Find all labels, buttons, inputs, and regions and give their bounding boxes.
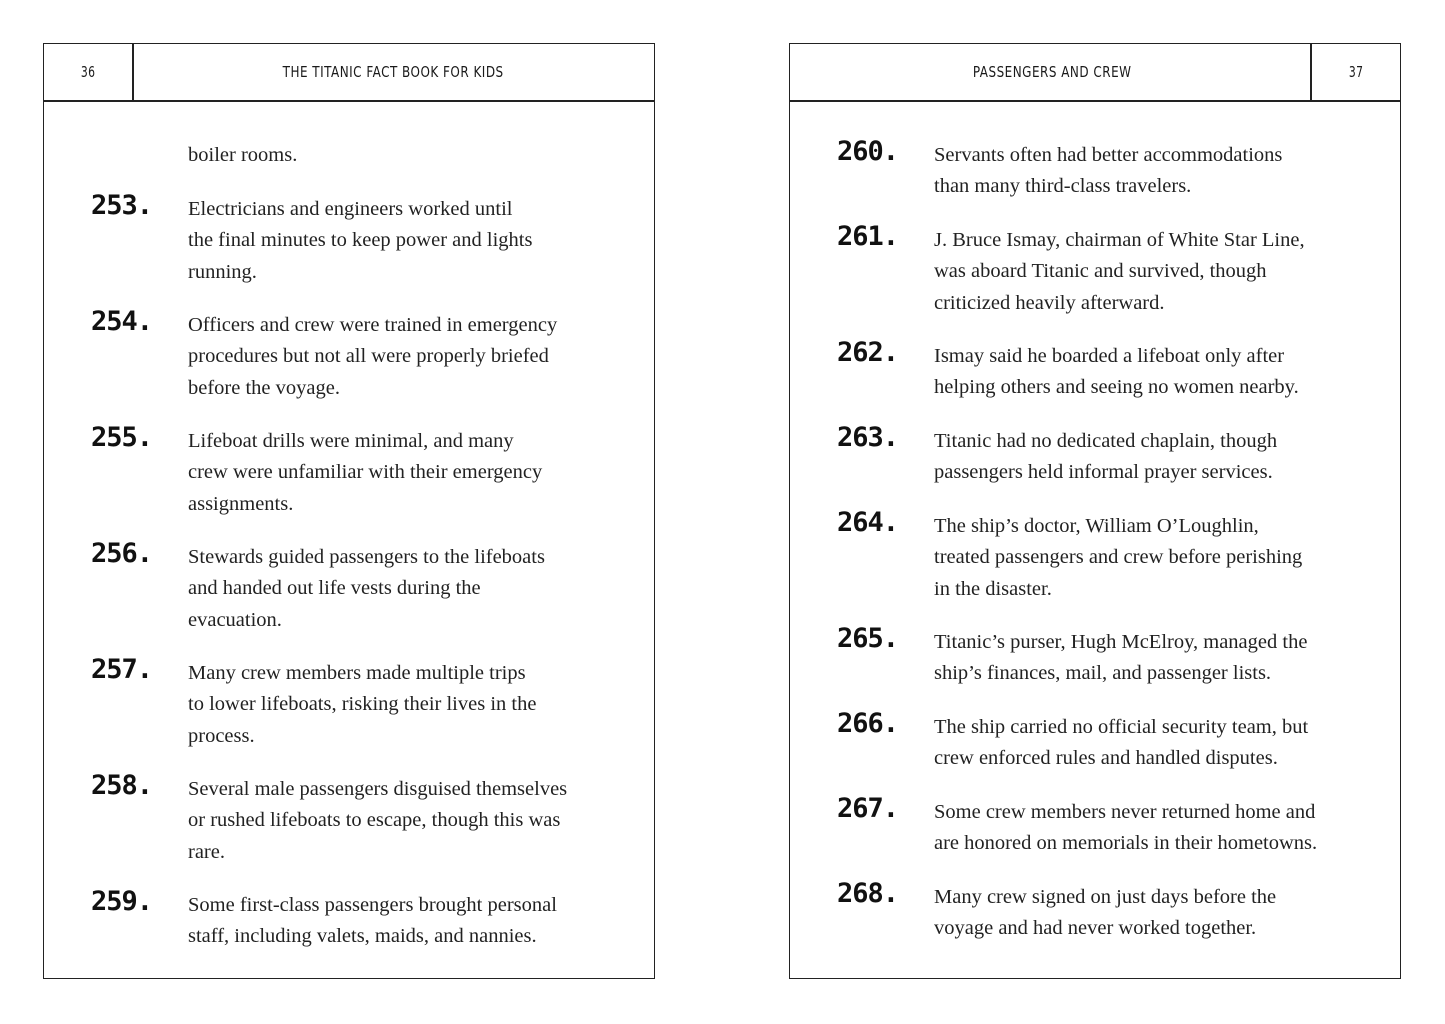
fact-number: 261. bbox=[837, 221, 899, 252]
fact-text: Some crew members never returned home and are honored on memorials in their hometowns. bbox=[934, 801, 1318, 855]
fact-text: Some first-class passengers brought personal staff, including valets, maids, and nannies. bbox=[188, 894, 557, 948]
fact-text: Titanic had no dedicated chaplain, though passengers held informal prayer services. bbox=[934, 430, 1278, 484]
running-head-text: THE TITANIC FACT BOOK FOR KIDS bbox=[282, 63, 504, 81]
right-page bbox=[789, 43, 1401, 979]
continued-text: boiler rooms. bbox=[188, 144, 298, 166]
fact-text: Titanic’s purser, Hugh McElroy, managed the ship’s finances, mail, and passenger lists. bbox=[934, 631, 1308, 685]
fact-number: 255. bbox=[91, 422, 153, 453]
fact-text: Electricians and engineers worked until the final minutes to keep power and lights running. bbox=[188, 198, 533, 283]
fact-text: Lifeboat drills were minimal, and many crew were unfamiliar with their emergency assignments. bbox=[188, 430, 543, 515]
fact-number: 254. bbox=[91, 306, 153, 337]
fact-text: Ismay said he boarded a lifeboat only after helping others and seeing no women nearby. bbox=[934, 345, 1299, 399]
right-running-head bbox=[790, 44, 1314, 100]
fact-number: 264. bbox=[837, 507, 899, 538]
fact-number: 263. bbox=[837, 422, 899, 453]
page-number-text: 37 bbox=[1348, 63, 1364, 81]
fact-number: 262. bbox=[837, 337, 899, 368]
fact-number: 268. bbox=[837, 878, 899, 909]
fact-text: The ship carried no official security team, but crew enforced rules and handled disputes. bbox=[934, 716, 1309, 770]
fact-text: Many crew signed on just days before the voyage and had never worked together. bbox=[934, 886, 1277, 940]
fact-text: J. Bruce Ismay, chairman of White Star Line, was aboard Titanic and survived, though criticized heavily afterward. bbox=[934, 229, 1305, 314]
fact-number: 257. bbox=[91, 654, 153, 685]
fact-number: 267. bbox=[837, 793, 899, 824]
fact-number: 266. bbox=[837, 708, 899, 739]
fact-number: 256. bbox=[91, 538, 153, 569]
fact-number: 258. bbox=[91, 770, 153, 801]
fact-number: 260. bbox=[837, 136, 899, 167]
left-page-header bbox=[44, 44, 654, 102]
fact-number: 253. bbox=[91, 190, 153, 221]
left-running-head bbox=[132, 44, 654, 100]
fact-number: 265. bbox=[837, 623, 899, 654]
running-head-text: PASSENGERS AND CREW bbox=[972, 63, 1132, 81]
fact-text: The ship’s doctor, William O’Loughlin, treated passengers and crew before perishing in the disaster. bbox=[934, 515, 1303, 600]
right-page-header bbox=[790, 44, 1400, 102]
fact-text: Officers and crew were trained in emergency procedures but not all were properly briefed before the voyage. bbox=[188, 314, 558, 399]
left-page bbox=[43, 43, 655, 979]
page-number-text: 36 bbox=[80, 63, 96, 81]
fact-text: Several male passengers disguised themselves or rushed lifeboats to escape, though this was rare. bbox=[188, 778, 568, 863]
fact-number: 259. bbox=[91, 886, 153, 917]
fact-text: Stewards guided passengers to the lifeboats and handed out life vests during the evacuation. bbox=[188, 546, 545, 631]
right-page-number bbox=[1310, 44, 1400, 100]
fact-text: Servants often had better accommodations than many third-class travelers. bbox=[934, 144, 1283, 198]
left-page-number bbox=[44, 44, 134, 100]
fact-text: Many crew members made multiple trips to lower lifeboats, risking their lives in the process. bbox=[188, 662, 537, 747]
